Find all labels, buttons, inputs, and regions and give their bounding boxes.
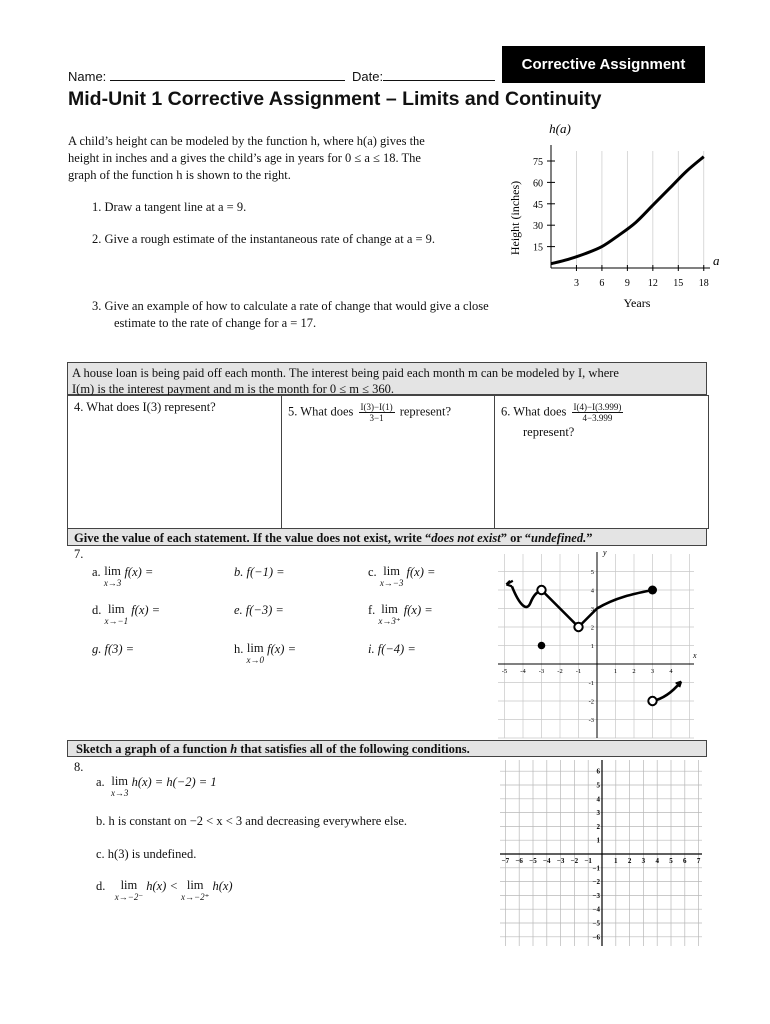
y-tick-label: 5: [590, 569, 594, 576]
closed-point: [648, 586, 657, 595]
lim-text: lim: [107, 602, 125, 616]
y-tick-label: 60: [533, 178, 543, 190]
chart-y-label: Height (inches): [508, 180, 522, 256]
question-6: [501, 402, 625, 440]
item-7h-limit: [247, 642, 265, 665]
x-tick-label: −7: [501, 857, 510, 865]
item-7a-limit: [104, 565, 122, 588]
x-tick-label: 9: [624, 278, 630, 289]
open-point: [648, 697, 656, 705]
q6-denominator: 4−3.999: [582, 413, 613, 423]
values-banner-undefined: undefined.: [531, 531, 587, 545]
height-intro: [68, 133, 488, 184]
item-7b: b. f(−1) =: [234, 565, 285, 579]
sketch-banner-pre: Sketch a graph of a function: [76, 742, 231, 756]
item-7c-label: c.: [368, 565, 377, 579]
question-3-line-1: 3. Give an example of how to calculate a rate of change that would give a close: [92, 299, 489, 313]
f-graph-axes: [498, 552, 694, 738]
q5-numerator: I(3)−I(1): [360, 402, 393, 412]
lim-sub: x→0: [246, 655, 264, 665]
lim-sub: x→−1: [104, 616, 129, 626]
sketch-grid-axes: [500, 760, 702, 946]
item-7a: [92, 565, 153, 588]
intro-line-1: A child’s height can be modeled by the function h, where h(a) gives the: [68, 134, 425, 148]
y-tick-label: 30: [533, 221, 543, 233]
y-tick-label: 4: [596, 795, 600, 804]
chart-axes: [551, 145, 710, 268]
item-7f-limit: [378, 603, 400, 626]
question-5: [288, 402, 451, 423]
y-tick-label: 5: [596, 781, 600, 790]
y-tick-label: 3: [596, 809, 600, 818]
lim-text: lim: [383, 564, 400, 578]
question-2: 2. Give a rough estimate of the instantaneous rate of change at a = 9.: [92, 232, 436, 246]
date-label: Date:: [352, 69, 384, 84]
x-tick-label: 12: [647, 278, 658, 289]
open-point: [537, 586, 545, 594]
item-7d-label: d.: [92, 603, 102, 617]
x-tick-label: -5: [501, 668, 508, 675]
x-tick-label: 15: [673, 278, 684, 289]
item-7c-limit: [380, 565, 404, 588]
y-tick-label: −3: [592, 891, 600, 900]
f-graph-x-var: x: [693, 651, 697, 660]
x-tick-label: 3: [641, 857, 646, 865]
name-label: Name:: [68, 69, 107, 84]
x-tick-label: 1: [614, 857, 618, 865]
y-tick-label: 1: [590, 643, 594, 650]
loan-banner: [67, 362, 707, 395]
lim-text: lim: [120, 878, 138, 892]
question-4: 4. What does I(3) represent?: [74, 400, 216, 414]
condition-d-limit-left: [115, 879, 143, 902]
f-graph-grid: [498, 554, 694, 738]
condition-a: [96, 775, 217, 798]
condition-d-label: d.: [96, 879, 106, 893]
lim-text: lim: [186, 878, 204, 892]
item-7d: [92, 603, 160, 626]
name-field[interactable]: [68, 68, 345, 84]
x-tick-label: 6: [683, 857, 687, 865]
y-tick-label: −1: [592, 864, 600, 873]
lim-sub: x→−3: [379, 578, 404, 588]
x-tick-label: -4: [520, 668, 526, 675]
item-7f-label: f.: [368, 603, 376, 617]
x-tick-label: 2: [627, 857, 632, 865]
lim-sub: x→3⁺: [378, 616, 401, 626]
question-5-prefix: 5. What does: [288, 404, 354, 419]
values-banner-mid: ” or “: [500, 531, 532, 545]
y-tick-label: −2: [592, 878, 600, 887]
y-tick-label: 45: [533, 199, 543, 211]
x-tick-label: 3: [573, 278, 579, 289]
item-7c: [368, 565, 435, 588]
values-banner-dne: does not exist: [431, 531, 501, 545]
condition-d: [96, 879, 233, 902]
intro-line-3: graph of the function h is shown to the right.: [68, 168, 291, 182]
question-8-number: 8.: [74, 760, 84, 774]
item-7a-expr: f(x) =: [124, 565, 154, 579]
x-tick-label: −6: [515, 857, 523, 865]
x-tick-label: −5: [529, 857, 537, 865]
values-banner: [67, 528, 707, 546]
question-5-suffix: represent?: [399, 404, 452, 419]
lim-text: lim: [111, 774, 129, 788]
loan-banner-line-2: I(m) is the interest payment and m is the month for 0 ≤ m ≤ 360.: [72, 382, 394, 396]
y-tick-label: 2: [590, 624, 594, 632]
values-banner-pre: Give the value of each statement. If the value does not exist, write “: [74, 531, 432, 545]
x-tick-label: -3: [538, 668, 545, 675]
x-tick-label: 3: [650, 668, 655, 675]
q5-denominator: 3−1: [369, 413, 384, 423]
item-7d-limit: [105, 603, 129, 626]
x-tick-label: -1: [575, 668, 582, 675]
item-7h-expr: f(x) =: [267, 642, 297, 656]
sketch-banner-var: h: [230, 742, 238, 756]
q6-numerator: I(4)−I(3.999): [573, 402, 622, 412]
question-6-prefix: 6. What does: [501, 404, 567, 419]
x-tick-label: 5: [669, 857, 673, 865]
page-title: Mid-Unit 1 Corrective Assignment – Limits and Continuity: [68, 88, 602, 110]
y-tick-label: −5: [592, 919, 600, 928]
condition-d-limit-right: [181, 879, 209, 902]
question-3-line-2: estimate to the rate of change for a = 17.: [114, 316, 317, 330]
y-tick-label: 2: [596, 822, 600, 831]
values-banner-end: ”: [586, 531, 593, 545]
y-tick-label: 15: [533, 242, 543, 254]
lim-text: lim: [381, 602, 398, 616]
y-tick-label: 1: [596, 836, 600, 845]
x-tick-label: 1: [613, 668, 618, 675]
sketch-banner: [67, 740, 707, 757]
f-graph: [496, 548, 698, 740]
sketch-banner-post: that satisfies all of the following conditions.: [237, 742, 470, 756]
lim-sub: x→3: [110, 788, 129, 798]
condition-b: b. h is constant on −2 < x < 3 and decreasing everywhere else.: [96, 814, 407, 828]
item-7a-label: a.: [92, 565, 101, 579]
x-tick-label: 18: [698, 278, 709, 289]
condition-d-mid: h(x) <: [146, 879, 178, 893]
x-tick-label: 4: [655, 857, 659, 865]
x-tick-label: −3: [556, 857, 565, 865]
item-7c-expr: f(x) =: [406, 565, 436, 579]
y-tick-label: -3: [588, 717, 594, 724]
lim-sub: x→3: [103, 578, 122, 588]
intro-line-2: height in inches and a gives the child’s age in years for 0 ≤ a ≤ 18. The: [68, 151, 421, 165]
x-tick-label: 2: [632, 668, 636, 675]
y-tick-label: 75: [533, 156, 543, 168]
question-6-suffix: represent?: [523, 425, 575, 439]
y-tick-label: 6: [596, 767, 600, 776]
height-chart: [498, 115, 728, 315]
chart-x-label: Years: [623, 296, 651, 310]
x-tick-label: -2: [557, 668, 563, 675]
question-3: [92, 298, 489, 332]
y-tick-label: −6: [592, 933, 600, 942]
question-7-number: 7.: [74, 547, 84, 561]
f-graph-y-var: y: [603, 548, 607, 557]
loan-banner-line-1: A house loan is being paid off each month. The interest being paid each month m can be modeled by I, where: [72, 366, 619, 380]
item-7f-expr: f(x) =: [403, 603, 433, 617]
lim-text: lim: [104, 564, 121, 578]
condition-d-end: h(x): [212, 879, 233, 893]
condition-a-label: a.: [96, 775, 105, 789]
item-7h: [234, 642, 296, 665]
chart-y-ticks: [533, 157, 555, 254]
open-point: [574, 623, 582, 631]
loan-questions-box: [67, 395, 709, 529]
y-tick-label: −4: [592, 905, 600, 914]
question-5-fraction: [359, 402, 395, 423]
condition-c: c. h(3) is undefined.: [96, 847, 197, 861]
x-tick-label: 6: [599, 278, 605, 289]
item-7h-label: h.: [234, 642, 244, 656]
item-7e: e. f(−3) =: [234, 603, 284, 617]
x-tick-label: −1: [584, 857, 592, 865]
lim-sub: x→−2⁻: [114, 892, 144, 902]
y-tick-label: -1: [588, 680, 594, 687]
chart-x-ticks: [574, 265, 709, 289]
y-tick-label: -2: [588, 698, 594, 706]
lim-text: lim: [246, 641, 264, 655]
question-1: 1. Draw a tangent line at a = 9.: [92, 200, 247, 214]
item-7g: g. f(3) =: [92, 642, 135, 656]
y-tick-label: 3: [590, 606, 594, 613]
chart-x-var: a: [713, 253, 720, 268]
sketch-grid[interactable]: [498, 758, 704, 950]
question-6-fraction: [572, 402, 624, 423]
lim-sub: x→−2⁺: [181, 892, 210, 902]
sketch-grid-lines: [500, 760, 702, 946]
condition-a-expr: h(x) = h(−2) = 1: [131, 775, 217, 789]
left-arrow: [506, 581, 512, 587]
x-tick-label: −2: [570, 857, 579, 865]
corrective-assignment-badge: Corrective Assignment: [502, 46, 705, 83]
y-tick-label: 4: [590, 587, 594, 595]
chart-title: h(a): [549, 121, 571, 136]
item-7d-expr: f(x) =: [131, 603, 161, 617]
x-tick-label: −4: [543, 857, 551, 865]
closed-point: [538, 642, 546, 650]
x-tick-label: 7: [696, 857, 701, 865]
item-7f: [368, 603, 433, 626]
condition-a-limit: [111, 775, 129, 798]
item-7i: i. f(−4) =: [368, 642, 416, 656]
x-tick-label: 4: [669, 668, 673, 675]
date-field[interactable]: [352, 68, 495, 84]
